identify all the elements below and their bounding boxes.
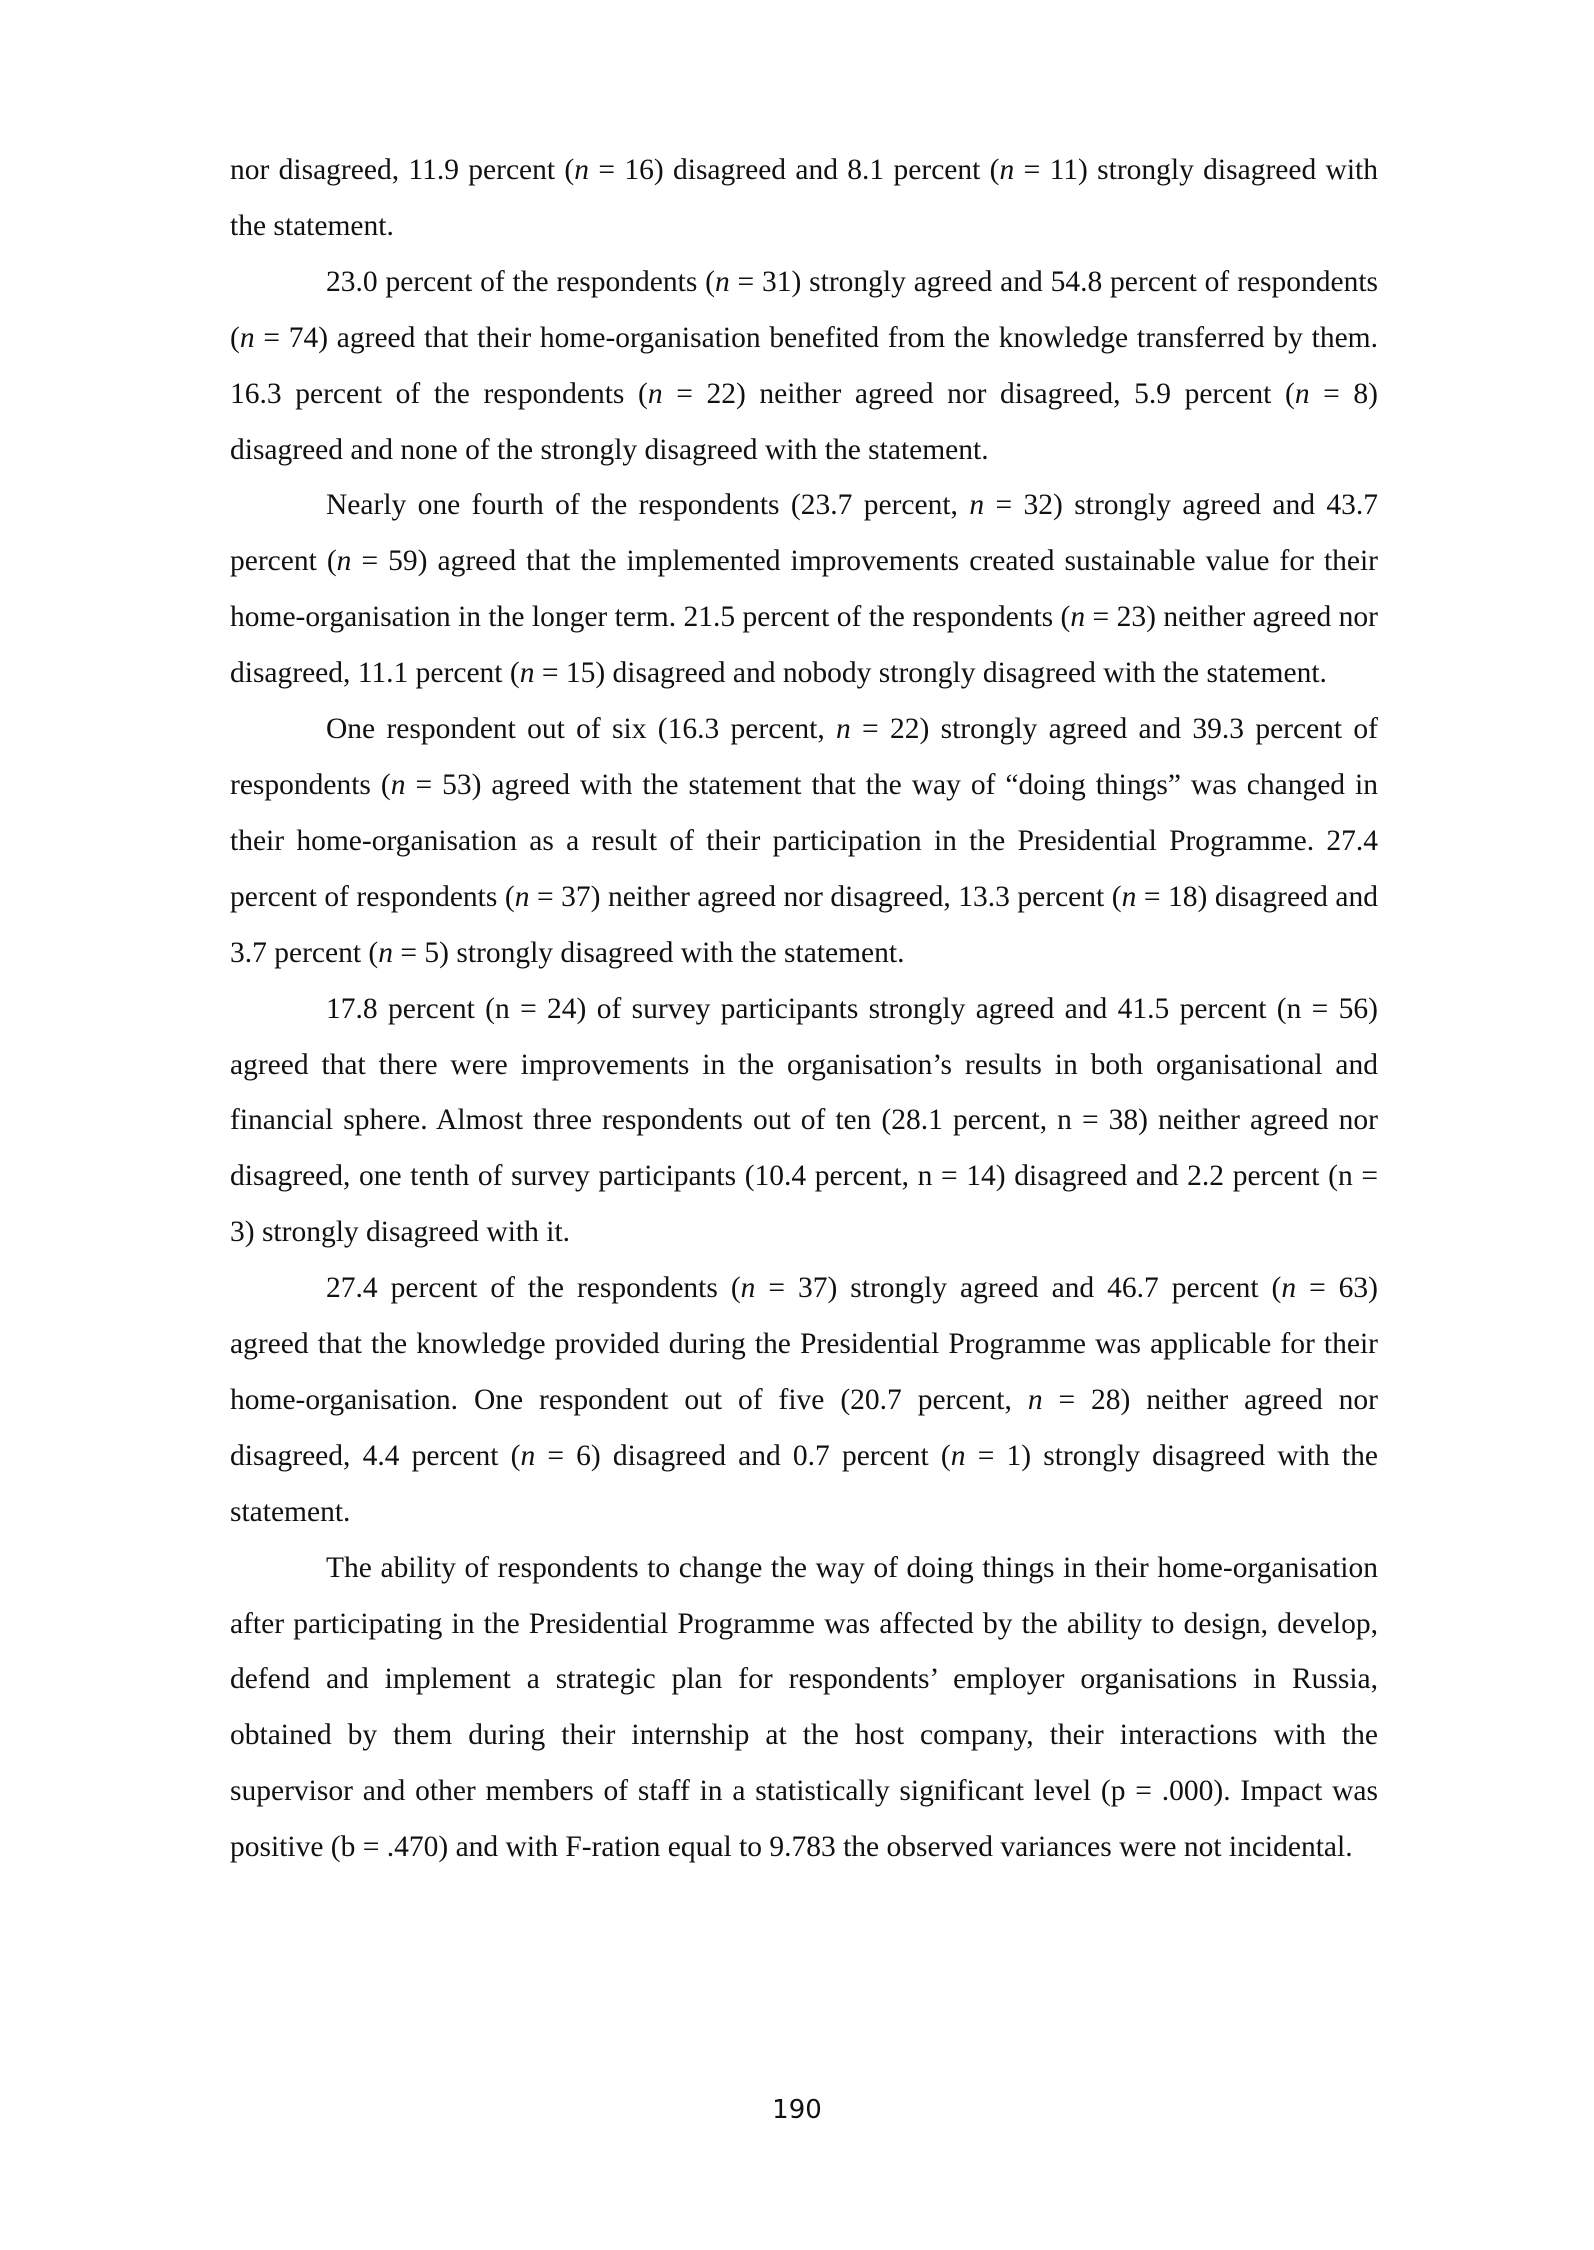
text-run: = 32) strongly agreed and 43.7 percent (	[230, 489, 1378, 578]
body-paragraph	[230, 143, 1378, 255]
text-run: = 37) neither agreed nor disagreed, 13.3 percent (	[529, 880, 1122, 913]
body-paragraph	[230, 478, 1378, 702]
italic-variable: n	[1121, 880, 1137, 913]
body-paragraph	[230, 982, 1378, 1262]
text-run: = 22) neither agreed nor disagreed, 5.9 percent (	[662, 377, 1295, 410]
italic-variable: n	[239, 321, 255, 354]
document-body	[230, 143, 1378, 1876]
italic-variable: n	[969, 489, 985, 522]
italic-variable: n	[336, 545, 352, 578]
italic-variable: n	[514, 880, 530, 913]
italic-variable: n	[1070, 601, 1086, 634]
text-run: = 31) strongly agreed and 54.8 percent of respondents (	[230, 265, 1379, 354]
text-run: = 74) agreed that their home-organisation benefited from the knowledge transferred by them. 16.3 percent of the respondents (	[230, 321, 1378, 410]
text-run: = 15) disagreed and nobody strongly disagreed with the statement.	[534, 657, 1327, 690]
text-run: The ability of respondents to change the way of doing things in their home-organisation after participating in the Presidential Programme was affected by the ability to design, develop, defend and implement a strategic plan for respondents’ employer organisations in Russia, obtained by them during their internship at the host company, their interactions with the supervisor and other members of staff in a statistically significant level (p = .000). Impact was positive (b = .470) and with F-ration equal to 9.783 the observed variances were not incidental.	[230, 1551, 1378, 1864]
italic-variable: n	[1027, 1383, 1043, 1416]
page-number: 190	[772, 2095, 822, 2125]
italic-variable: n	[714, 265, 730, 298]
text-run: = 37) strongly agreed and 46.7 percent (	[755, 1272, 1282, 1305]
body-paragraph	[230, 1261, 1378, 1541]
text-run: = 8) disagreed and none of the strongly disagreed with the statement.	[230, 377, 1378, 466]
italic-variable: n	[740, 1272, 756, 1305]
text-run: = 63) agreed that the knowledge provided during the Presidential Programme was applicable for their home-organisation. One respondent out of five (20.7 percent,	[230, 1272, 1379, 1416]
italic-variable: n	[999, 154, 1015, 186]
italic-variable: n	[1294, 377, 1310, 410]
text-run: = 11) strongly disagreed with the statement.	[230, 154, 1378, 242]
italic-variable: n	[378, 936, 393, 969]
text-run: 27.4 percent of the respondents (	[326, 1272, 741, 1305]
text-run: = 53) agreed with the statement that the way of “doing things” was changed in their home-organisation as a result of their participation in the Presidential Programme. 27.4 percent of respondents (	[230, 768, 1378, 913]
text-run: 17.8 percent (n = 24) of survey participants strongly agreed and 41.5 percent (n = 56) agreed that there were improvements in the organisation’s results in both organisational and financial sphere. Almost three respondents out of ten (28.1 percent, n = 38) neither agreed nor disagreed, one tenth of survey participants (10.4 percent, n = 14) disagreed and 2.2 percent (n = 3) strongly disagreed with it.	[230, 992, 1378, 1249]
paragraph-list	[230, 143, 1378, 1876]
text-run: Nearly one fourth of the respondents (23.7 percent,	[326, 489, 970, 522]
italic-variable: n	[647, 377, 663, 410]
body-paragraph	[230, 1541, 1378, 1876]
text-run: = 22) strongly agreed and 39.3 percent of respondents (	[230, 713, 1378, 801]
text-run: = 1) strongly disagreed with the statement.	[230, 1439, 1378, 1528]
italic-variable: n	[574, 154, 590, 186]
italic-variable: n	[390, 768, 406, 801]
text-run: = 23) neither agreed nor disagreed, 11.1 percent (	[230, 601, 1378, 690]
body-paragraph	[230, 255, 1378, 479]
text-run: 23.0 percent of the respondents (	[326, 265, 715, 298]
text-run: = 59) agreed that the implemented improvements created sustainable value for their home-organisation in the longer term. 21.5 percent of the respondents (	[230, 545, 1378, 634]
text-run: = 5) strongly disagreed with the statement.	[393, 936, 905, 969]
text-run: = 16) disagreed and 8.1 percent (	[589, 154, 1000, 186]
italic-variable: n	[1281, 1272, 1297, 1305]
italic-variable: n	[950, 1439, 966, 1472]
text-run: = 18) disagreed and 3.7 percent (	[230, 880, 1378, 969]
text-run: One respondent out of six (16.3 percent,	[326, 713, 836, 746]
text-run: = 6) disagreed and 0.7 percent (	[535, 1439, 951, 1472]
italic-variable: n	[520, 1439, 536, 1472]
text-run: nor disagreed, 11.9 percent (	[230, 154, 575, 186]
italic-variable: n	[836, 713, 851, 746]
text-run: = 28) neither agreed nor disagreed, 4.4 percent (	[230, 1383, 1378, 1472]
body-paragraph	[230, 702, 1378, 982]
italic-variable: n	[519, 657, 535, 690]
